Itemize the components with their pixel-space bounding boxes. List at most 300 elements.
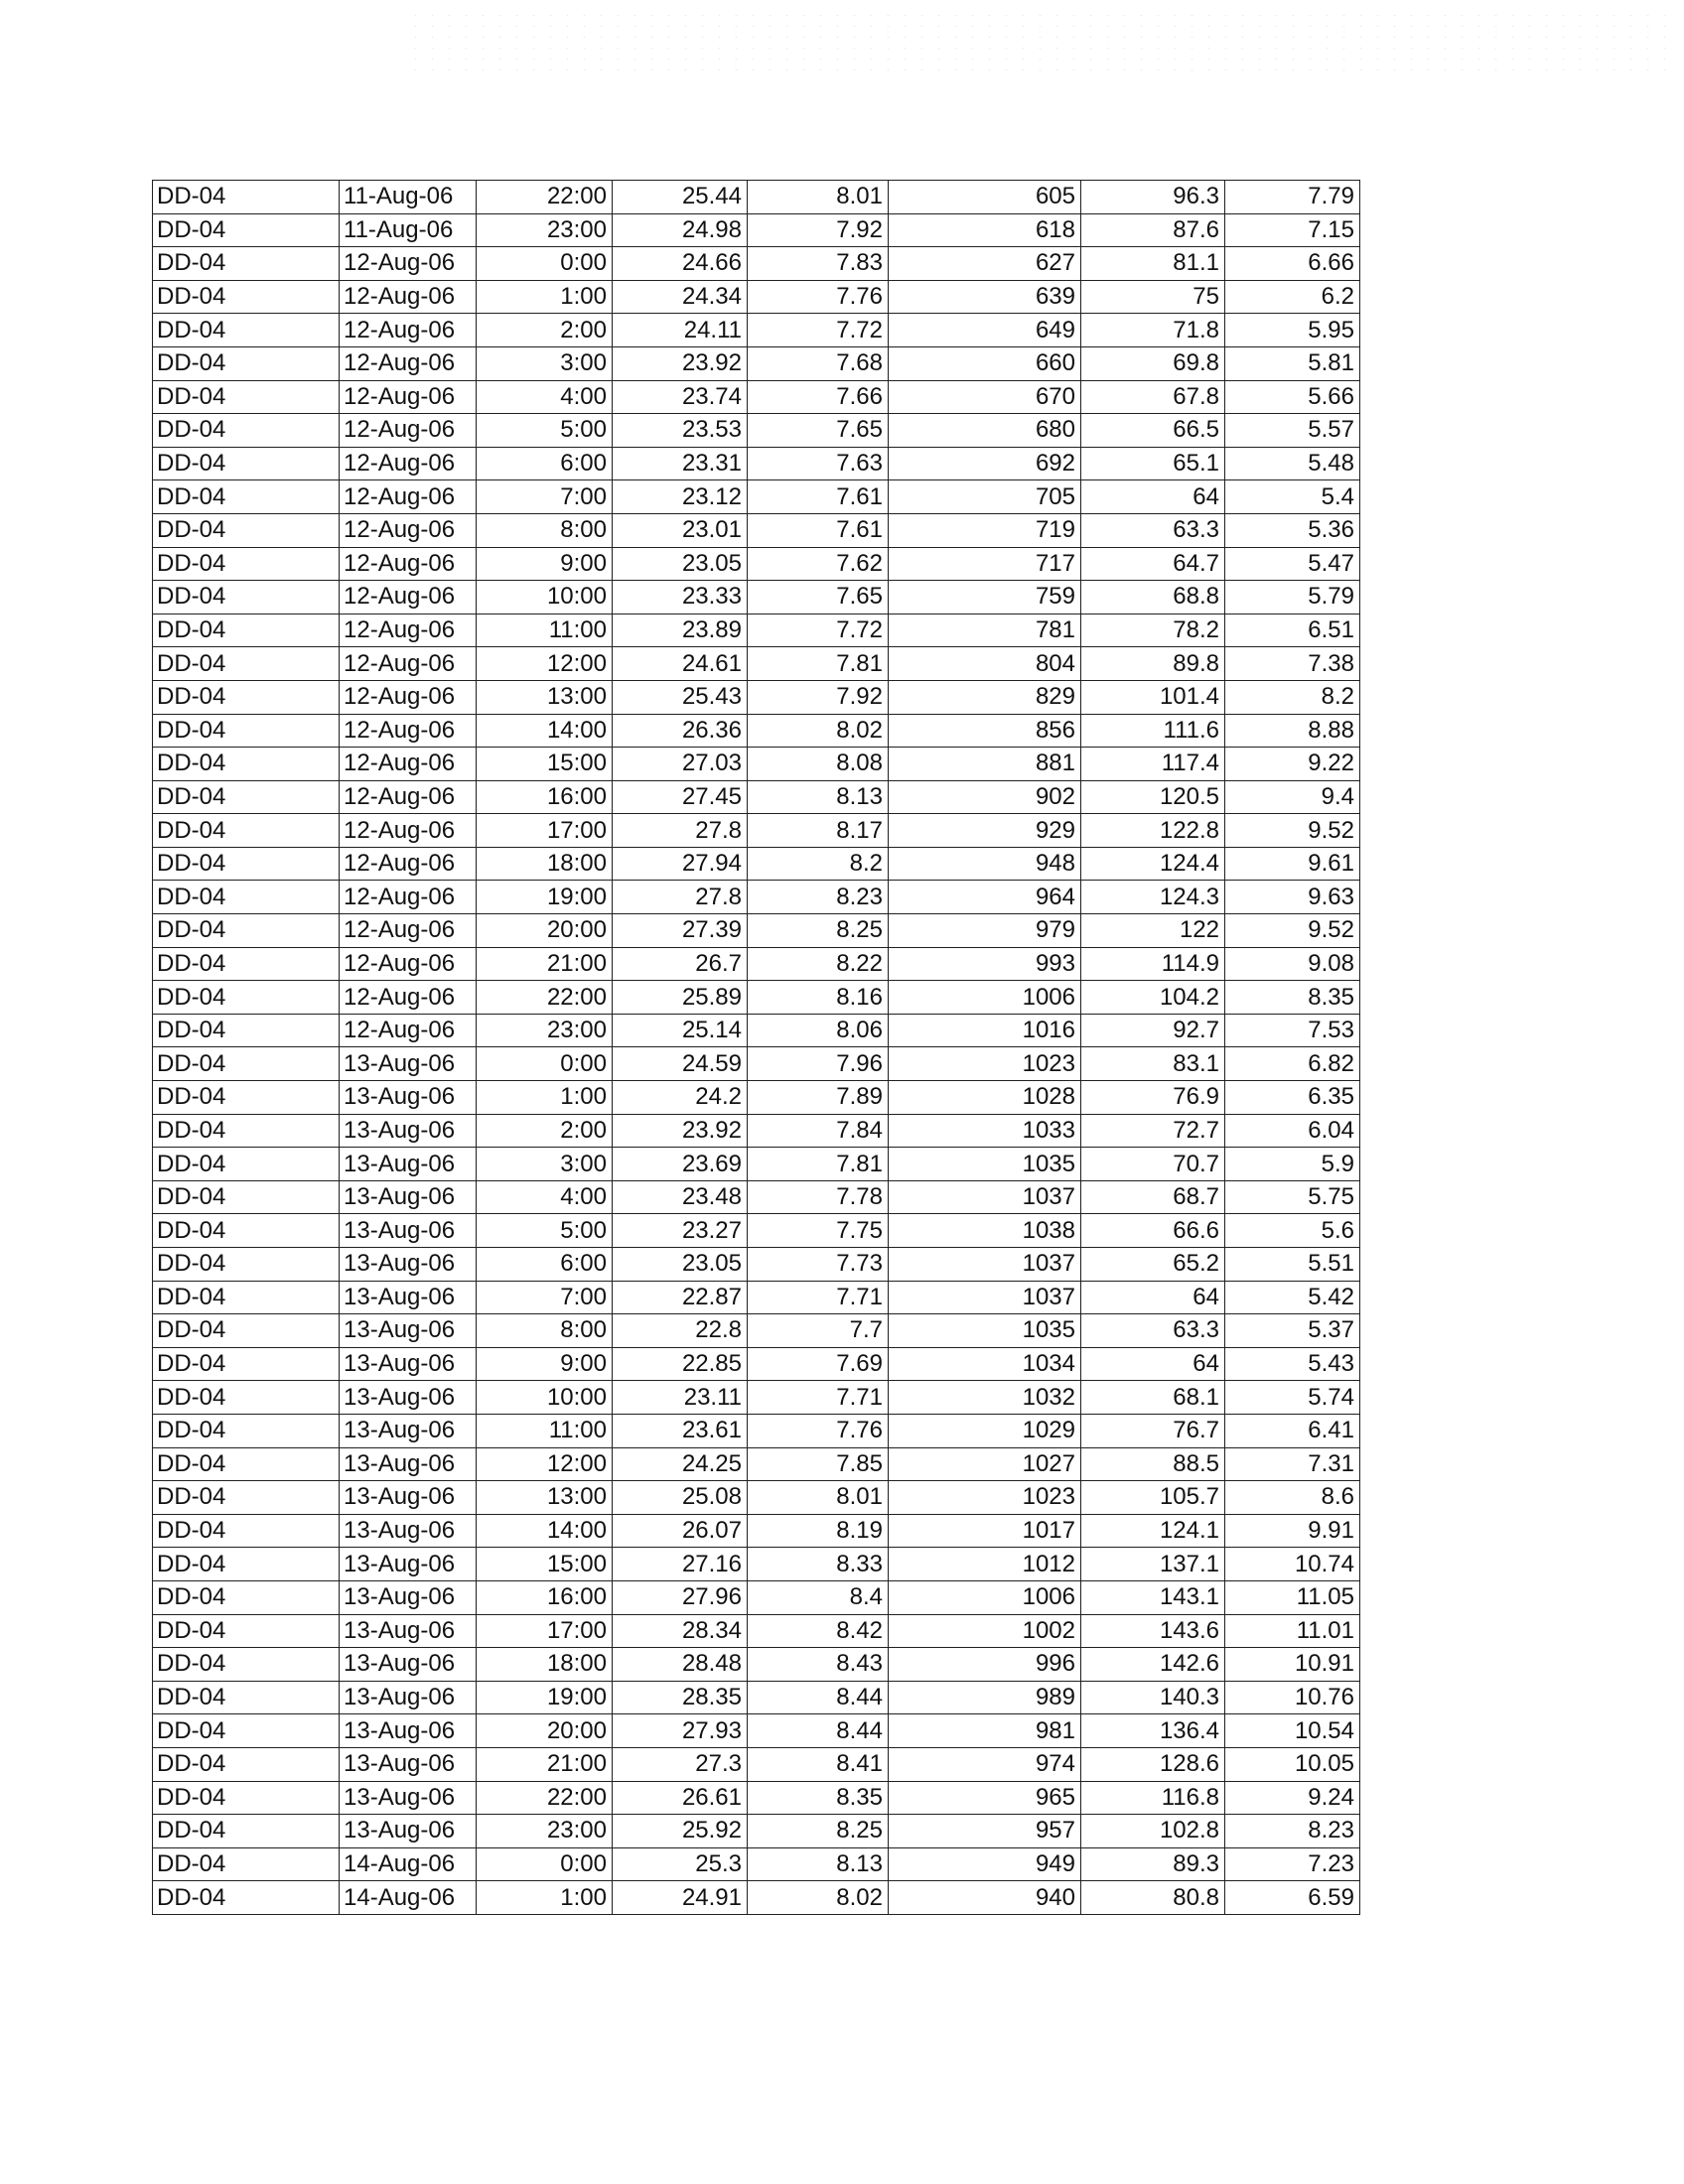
value-4-cell: 92.7 [1081,1014,1225,1047]
value-4-cell: 88.5 [1081,1447,1225,1481]
date-cell: 13-Aug-06 [340,1148,477,1181]
value-1-cell: 24.25 [613,1447,748,1481]
time-cell: 5:00 [477,414,613,448]
site-id-cell: DD-04 [153,680,340,714]
value-2-cell: 7.84 [748,1114,889,1148]
value-3-cell: 957 [889,1815,1081,1848]
date-cell: 12-Aug-06 [340,1014,477,1047]
value-2-cell: 8.16 [748,981,889,1015]
value-3-cell: 605 [889,181,1081,214]
site-id-cell: DD-04 [153,1481,340,1515]
value-2-cell: 8.08 [748,748,889,781]
value-5-cell: 8.23 [1225,1815,1360,1848]
date-cell: 13-Aug-06 [340,1347,477,1381]
value-2-cell: 7.63 [748,447,889,480]
value-4-cell: 63.3 [1081,1314,1225,1348]
date-cell: 12-Aug-06 [340,314,477,347]
value-5-cell: 5.66 [1225,380,1360,414]
value-1-cell: 22.85 [613,1347,748,1381]
value-3-cell: 1023 [889,1481,1081,1515]
value-3-cell: 1032 [889,1381,1081,1415]
site-id-cell: DD-04 [153,280,340,314]
value-1-cell: 25.89 [613,981,748,1015]
value-3-cell: 1035 [889,1314,1081,1348]
value-4-cell: 83.1 [1081,1047,1225,1081]
value-4-cell: 96.3 [1081,181,1225,214]
value-5-cell: 7.15 [1225,213,1360,247]
table-row [153,1614,1360,1648]
value-5-cell: 6.59 [1225,1881,1360,1915]
date-cell: 13-Aug-06 [340,1815,477,1848]
date-cell: 13-Aug-06 [340,1514,477,1548]
value-5-cell: 11.01 [1225,1614,1360,1648]
value-4-cell: 68.1 [1081,1381,1225,1415]
time-cell: 18:00 [477,1648,613,1682]
value-4-cell: 143.1 [1081,1580,1225,1614]
value-2-cell: 8.44 [748,1681,889,1714]
value-3-cell: 856 [889,714,1081,748]
value-4-cell: 64.7 [1081,547,1225,581]
time-cell: 2:00 [477,1114,613,1148]
value-3-cell: 1037 [889,1281,1081,1314]
site-id-cell: DD-04 [153,1815,340,1848]
value-5-cell: 5.42 [1225,1281,1360,1314]
value-2-cell: 8.42 [748,1614,889,1648]
site-id-cell: DD-04 [153,1514,340,1548]
time-cell: 11:00 [477,1414,613,1447]
value-3-cell: 618 [889,213,1081,247]
site-id-cell: DD-04 [153,1847,340,1881]
site-id-cell: DD-04 [153,1747,340,1781]
value-2-cell: 8.44 [748,1714,889,1748]
date-cell: 13-Aug-06 [340,1747,477,1781]
time-cell: 22:00 [477,181,613,214]
time-cell: 0:00 [477,247,613,281]
date-cell: 12-Aug-06 [340,513,477,547]
value-5-cell: 7.23 [1225,1847,1360,1881]
value-3-cell: 881 [889,748,1081,781]
date-cell: 13-Aug-06 [340,1580,477,1614]
value-3-cell: 717 [889,547,1081,581]
table-row [153,1514,1360,1548]
value-2-cell: 8.22 [748,947,889,981]
value-2-cell: 8.17 [748,814,889,848]
value-3-cell: 1002 [889,1614,1081,1648]
table-row [153,581,1360,614]
time-cell: 9:00 [477,547,613,581]
value-5-cell: 5.79 [1225,581,1360,614]
site-id-cell: DD-04 [153,914,340,948]
value-5-cell: 8.88 [1225,714,1360,748]
value-2-cell: 7.68 [748,346,889,380]
value-5-cell: 9.91 [1225,1514,1360,1548]
date-cell: 12-Aug-06 [340,847,477,881]
date-cell: 13-Aug-06 [340,1781,477,1815]
value-4-cell: 111.6 [1081,714,1225,748]
date-cell: 12-Aug-06 [340,280,477,314]
value-4-cell: 64 [1081,1281,1225,1314]
date-cell: 12-Aug-06 [340,447,477,480]
time-cell: 20:00 [477,914,613,948]
value-3-cell: 993 [889,947,1081,981]
site-id-cell: DD-04 [153,447,340,480]
value-4-cell: 124.4 [1081,847,1225,881]
value-4-cell: 136.4 [1081,1714,1225,1748]
table-row [153,780,1360,814]
date-cell: 13-Aug-06 [340,1481,477,1515]
value-1-cell: 23.53 [613,414,748,448]
value-1-cell: 27.94 [613,847,748,881]
site-id-cell: DD-04 [153,1781,340,1815]
table-row [153,1414,1360,1447]
value-5-cell: 5.43 [1225,1347,1360,1381]
site-id-cell: DD-04 [153,513,340,547]
table-row [153,1714,1360,1748]
time-cell: 4:00 [477,1180,613,1214]
value-3-cell: 829 [889,680,1081,714]
value-2-cell: 8.23 [748,881,889,914]
table-row [153,1281,1360,1314]
time-cell: 0:00 [477,1047,613,1081]
value-3-cell: 1012 [889,1548,1081,1581]
date-cell: 13-Aug-06 [340,1681,477,1714]
value-5-cell: 5.6 [1225,1214,1360,1248]
time-cell: 7:00 [477,1281,613,1314]
value-3-cell: 627 [889,247,1081,281]
value-3-cell: 902 [889,780,1081,814]
date-cell: 12-Aug-06 [340,480,477,514]
site-id-cell: DD-04 [153,346,340,380]
value-3-cell: 974 [889,1747,1081,1781]
value-2-cell: 7.81 [748,1148,889,1181]
table-row [153,1014,1360,1047]
value-1-cell: 23.05 [613,547,748,581]
site-id-cell: DD-04 [153,1681,340,1714]
time-cell: 22:00 [477,981,613,1015]
value-1-cell: 22.87 [613,1281,748,1314]
site-id-cell: DD-04 [153,1414,340,1447]
value-3-cell: 1028 [889,1081,1081,1115]
time-cell: 17:00 [477,1614,613,1648]
value-1-cell: 23.69 [613,1148,748,1181]
value-1-cell: 25.3 [613,1847,748,1881]
time-cell: 1:00 [477,280,613,314]
time-cell: 1:00 [477,1081,613,1115]
value-3-cell: 940 [889,1881,1081,1915]
time-cell: 16:00 [477,1580,613,1614]
date-cell: 12-Aug-06 [340,647,477,681]
value-2-cell: 7.73 [748,1248,889,1282]
value-4-cell: 65.2 [1081,1248,1225,1282]
time-cell: 12:00 [477,647,613,681]
value-2-cell: 7.62 [748,547,889,581]
value-5-cell: 6.82 [1225,1047,1360,1081]
site-id-cell: DD-04 [153,314,340,347]
value-3-cell: 692 [889,447,1081,480]
value-3-cell: 639 [889,280,1081,314]
time-cell: 1:00 [477,1881,613,1915]
value-5-cell: 10.54 [1225,1714,1360,1748]
table-row [153,346,1360,380]
value-2-cell: 8.13 [748,780,889,814]
value-2-cell: 7.83 [748,247,889,281]
value-1-cell: 23.92 [613,1114,748,1148]
value-4-cell: 122 [1081,914,1225,948]
site-id-cell: DD-04 [153,847,340,881]
value-3-cell: 948 [889,847,1081,881]
table-row [153,1114,1360,1148]
value-1-cell: 25.14 [613,1014,748,1047]
table-row [153,881,1360,914]
value-4-cell: 67.8 [1081,380,1225,414]
date-cell: 12-Aug-06 [340,780,477,814]
value-5-cell: 6.66 [1225,247,1360,281]
value-1-cell: 25.92 [613,1815,748,1848]
table-row [153,1180,1360,1214]
value-1-cell: 27.03 [613,748,748,781]
table-row [153,1881,1360,1915]
date-cell: 12-Aug-06 [340,814,477,848]
date-cell: 12-Aug-06 [340,947,477,981]
value-5-cell: 5.36 [1225,513,1360,547]
site-id-cell: DD-04 [153,414,340,448]
value-2-cell: 7.61 [748,480,889,514]
time-cell: 10:00 [477,581,613,614]
date-cell: 12-Aug-06 [340,414,477,448]
value-5-cell: 10.05 [1225,1747,1360,1781]
value-1-cell: 26.7 [613,947,748,981]
table-row [153,914,1360,948]
date-cell: 12-Aug-06 [340,914,477,948]
value-1-cell: 28.35 [613,1681,748,1714]
value-5-cell: 5.81 [1225,346,1360,380]
value-1-cell: 25.44 [613,181,748,214]
value-3-cell: 705 [889,480,1081,514]
value-5-cell: 5.74 [1225,1381,1360,1415]
value-2-cell: 8.4 [748,1580,889,1614]
value-1-cell: 27.39 [613,914,748,948]
date-cell: 13-Aug-06 [340,1648,477,1682]
value-1-cell: 23.89 [613,614,748,647]
site-id-cell: DD-04 [153,981,340,1015]
value-1-cell: 23.74 [613,380,748,414]
table-row [153,1648,1360,1682]
value-1-cell: 24.98 [613,213,748,247]
value-4-cell: 69.8 [1081,346,1225,380]
value-3-cell: 1017 [889,1514,1081,1548]
time-cell: 2:00 [477,314,613,347]
value-4-cell: 70.7 [1081,1148,1225,1181]
value-4-cell: 68.8 [1081,581,1225,614]
site-id-cell: DD-04 [153,581,340,614]
date-cell: 11-Aug-06 [340,181,477,214]
value-2-cell: 7.69 [748,1347,889,1381]
value-1-cell: 25.43 [613,680,748,714]
value-5-cell: 6.04 [1225,1114,1360,1148]
value-2-cell: 7.85 [748,1447,889,1481]
table-row [153,1847,1360,1881]
value-2-cell: 7.78 [748,1180,889,1214]
value-4-cell: 105.7 [1081,1481,1225,1515]
date-cell: 13-Aug-06 [340,1114,477,1148]
date-cell: 12-Aug-06 [340,981,477,1015]
table-row [153,1148,1360,1181]
site-id-cell: DD-04 [153,1580,340,1614]
value-2-cell: 7.76 [748,280,889,314]
value-5-cell: 11.05 [1225,1580,1360,1614]
value-3-cell: 781 [889,614,1081,647]
table-row [153,814,1360,848]
table-row [153,1815,1360,1848]
site-id-cell: DD-04 [153,1614,340,1648]
time-cell: 5:00 [477,1214,613,1248]
value-2-cell: 8.02 [748,714,889,748]
time-cell: 18:00 [477,847,613,881]
time-cell: 19:00 [477,1681,613,1714]
table-row [153,1347,1360,1381]
value-4-cell: 87.6 [1081,213,1225,247]
site-id-cell: DD-04 [153,1214,340,1248]
date-cell: 12-Aug-06 [340,547,477,581]
data-table [152,180,1360,1915]
value-2-cell: 8.25 [748,914,889,948]
value-5-cell: 9.61 [1225,847,1360,881]
table-row [153,414,1360,448]
value-2-cell: 7.96 [748,1047,889,1081]
site-id-cell: DD-04 [153,1548,340,1581]
site-id-cell: DD-04 [153,181,340,214]
value-4-cell: 89.8 [1081,647,1225,681]
table-row [153,513,1360,547]
value-1-cell: 23.92 [613,346,748,380]
value-5-cell: 7.79 [1225,181,1360,214]
value-1-cell: 27.96 [613,1580,748,1614]
value-3-cell: 660 [889,346,1081,380]
time-cell: 16:00 [477,780,613,814]
date-cell: 12-Aug-06 [340,748,477,781]
table-row [153,1447,1360,1481]
value-3-cell: 1034 [889,1347,1081,1381]
value-3-cell: 981 [889,1714,1081,1748]
date-cell: 13-Aug-06 [340,1714,477,1748]
date-cell: 11-Aug-06 [340,213,477,247]
table-row [153,647,1360,681]
value-1-cell: 26.07 [613,1514,748,1548]
value-1-cell: 23.01 [613,513,748,547]
value-1-cell: 28.34 [613,1614,748,1648]
value-3-cell: 964 [889,881,1081,914]
time-cell: 13:00 [477,680,613,714]
value-4-cell: 65.1 [1081,447,1225,480]
value-2-cell: 7.76 [748,1414,889,1447]
time-cell: 19:00 [477,881,613,914]
date-cell: 13-Aug-06 [340,1548,477,1581]
value-3-cell: 1035 [889,1148,1081,1181]
value-5-cell: 5.51 [1225,1248,1360,1282]
value-2-cell: 7.72 [748,614,889,647]
table-row [153,614,1360,647]
site-id-cell: DD-04 [153,1281,340,1314]
date-cell: 13-Aug-06 [340,1180,477,1214]
date-cell: 13-Aug-06 [340,1214,477,1248]
table-row [153,1047,1360,1081]
value-5-cell: 8.6 [1225,1481,1360,1515]
value-2-cell: 8.25 [748,1815,889,1848]
value-2-cell: 7.92 [748,680,889,714]
value-3-cell: 949 [889,1847,1081,1881]
value-3-cell: 1023 [889,1047,1081,1081]
date-cell: 13-Aug-06 [340,1314,477,1348]
value-1-cell: 26.36 [613,714,748,748]
value-5-cell: 5.48 [1225,447,1360,480]
site-id-cell: DD-04 [153,1180,340,1214]
value-3-cell: 1029 [889,1414,1081,1447]
site-id-cell: DD-04 [153,380,340,414]
value-3-cell: 989 [889,1681,1081,1714]
value-2-cell: 8.41 [748,1747,889,1781]
table-row [153,1314,1360,1348]
value-3-cell: 965 [889,1781,1081,1815]
value-3-cell: 929 [889,814,1081,848]
value-2-cell: 8.43 [748,1648,889,1682]
value-2-cell: 7.92 [748,213,889,247]
value-4-cell: 66.6 [1081,1214,1225,1248]
date-cell: 14-Aug-06 [340,1847,477,1881]
value-4-cell: 116.8 [1081,1781,1225,1815]
site-id-cell: DD-04 [153,780,340,814]
site-id-cell: DD-04 [153,1081,340,1115]
value-1-cell: 27.8 [613,881,748,914]
value-5-cell: 10.91 [1225,1648,1360,1682]
date-cell: 13-Aug-06 [340,1081,477,1115]
value-4-cell: 76.9 [1081,1081,1225,1115]
value-4-cell: 71.8 [1081,314,1225,347]
date-cell: 13-Aug-06 [340,1414,477,1447]
time-cell: 9:00 [477,1347,613,1381]
site-id-cell: DD-04 [153,647,340,681]
value-1-cell: 27.8 [613,814,748,848]
site-id-cell: DD-04 [153,1648,340,1682]
value-4-cell: 89.3 [1081,1847,1225,1881]
value-1-cell: 27.16 [613,1548,748,1581]
site-id-cell: DD-04 [153,247,340,281]
table-row [153,1580,1360,1614]
date-cell: 12-Aug-06 [340,714,477,748]
date-cell: 12-Aug-06 [340,247,477,281]
table-row [153,547,1360,581]
value-2-cell: 7.65 [748,414,889,448]
table-row [153,1781,1360,1815]
value-3-cell: 649 [889,314,1081,347]
time-cell: 23:00 [477,213,613,247]
value-4-cell: 124.3 [1081,881,1225,914]
value-2-cell: 8.33 [748,1548,889,1581]
table-row [153,714,1360,748]
table-row [153,1481,1360,1515]
value-5-cell: 7.38 [1225,647,1360,681]
date-cell: 12-Aug-06 [340,881,477,914]
time-cell: 17:00 [477,814,613,848]
time-cell: 8:00 [477,1314,613,1348]
value-5-cell: 9.4 [1225,780,1360,814]
date-cell: 12-Aug-06 [340,614,477,647]
value-5-cell: 9.08 [1225,947,1360,981]
value-1-cell: 24.59 [613,1047,748,1081]
time-cell: 13:00 [477,1481,613,1515]
value-3-cell: 670 [889,380,1081,414]
value-5-cell: 6.51 [1225,614,1360,647]
value-1-cell: 27.3 [613,1747,748,1781]
